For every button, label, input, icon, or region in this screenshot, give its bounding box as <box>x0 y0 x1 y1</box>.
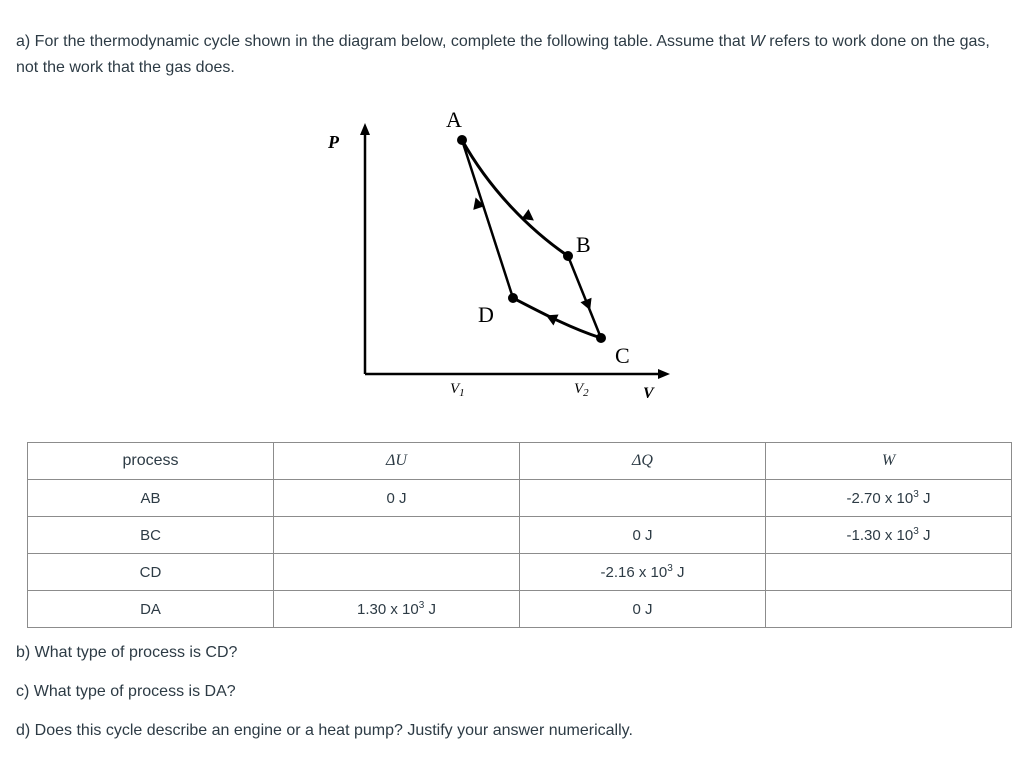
table-row <box>28 517 1012 554</box>
cell-work: -1.30 x $10^3$ J <box>766 517 1012 554</box>
table-row <box>28 591 1012 628</box>
point-c-dot <box>596 333 606 343</box>
arrow-ab <box>521 209 537 225</box>
point-b-label: B <box>576 232 591 257</box>
path-bc <box>568 256 601 338</box>
table-row <box>28 480 1012 517</box>
point-d-dot <box>508 293 518 303</box>
cell-delta-q: 0 J <box>520 517 766 554</box>
point-a-dot <box>457 135 467 145</box>
point-d-label: D <box>478 302 494 327</box>
intro-text-start: a) For the thermodynamic cycle shown in the diagram below, complete the following table. Assume that <box>16 33 750 50</box>
cell-delta-q: 0 J <box>520 591 766 628</box>
table-header-row <box>28 443 1012 480</box>
v1-tick-label: $V_1$ <box>450 381 465 399</box>
cell-process: DA <box>28 591 274 628</box>
cell-delta-q: -2.16 x $10^3$ J <box>520 554 766 591</box>
header-delta-u: ΔU <box>274 443 520 480</box>
cell-delta-u: 1.30 x $10^3$ J <box>274 591 520 628</box>
path-da <box>462 140 513 298</box>
v-axis-label: V <box>643 385 654 402</box>
point-c-label: C <box>615 343 630 368</box>
cell-work <box>766 554 1012 591</box>
cell-work: -2.70 x $10^3$ J <box>766 480 1012 517</box>
cell-process: BC <box>28 517 274 554</box>
intro-w-symbol: W <box>749 33 765 50</box>
question-c: c) What type of process is DA? <box>16 683 236 700</box>
point-a-label: A <box>446 107 462 132</box>
cell-delta-u: 0 J <box>274 480 520 517</box>
cell-delta-q <box>520 480 766 517</box>
header-process: process <box>28 443 274 480</box>
cell-work <box>766 591 1012 628</box>
p-axis-arrow <box>360 123 370 135</box>
arrow-cd <box>543 310 558 326</box>
point-b-dot <box>563 251 573 261</box>
intro-text-end: refers to work done on the gas, not the work that the gas does. <box>16 33 990 76</box>
results-table <box>27 442 1012 628</box>
cell-delta-u <box>274 517 520 554</box>
pv-diagram <box>0 100 1024 420</box>
table-row <box>28 554 1012 591</box>
v2-tick-label: $V_2$ <box>574 381 589 399</box>
cell-process: AB <box>28 480 274 517</box>
header-delta-q: ΔQ <box>520 443 766 480</box>
header-work: W <box>766 443 1012 480</box>
cell-delta-u <box>274 554 520 591</box>
path-ab <box>462 140 568 256</box>
v-axis-arrow <box>658 369 670 379</box>
cell-process: CD <box>28 554 274 591</box>
p-axis-label: P <box>328 132 339 152</box>
question-d: d) Does this cycle describe an engine or a heat pump? Justify your answer numerically. <box>16 722 633 739</box>
arrow-bc <box>580 298 595 313</box>
question-b: b) What type of process is CD? <box>16 644 238 661</box>
question-intro <box>16 29 1011 81</box>
